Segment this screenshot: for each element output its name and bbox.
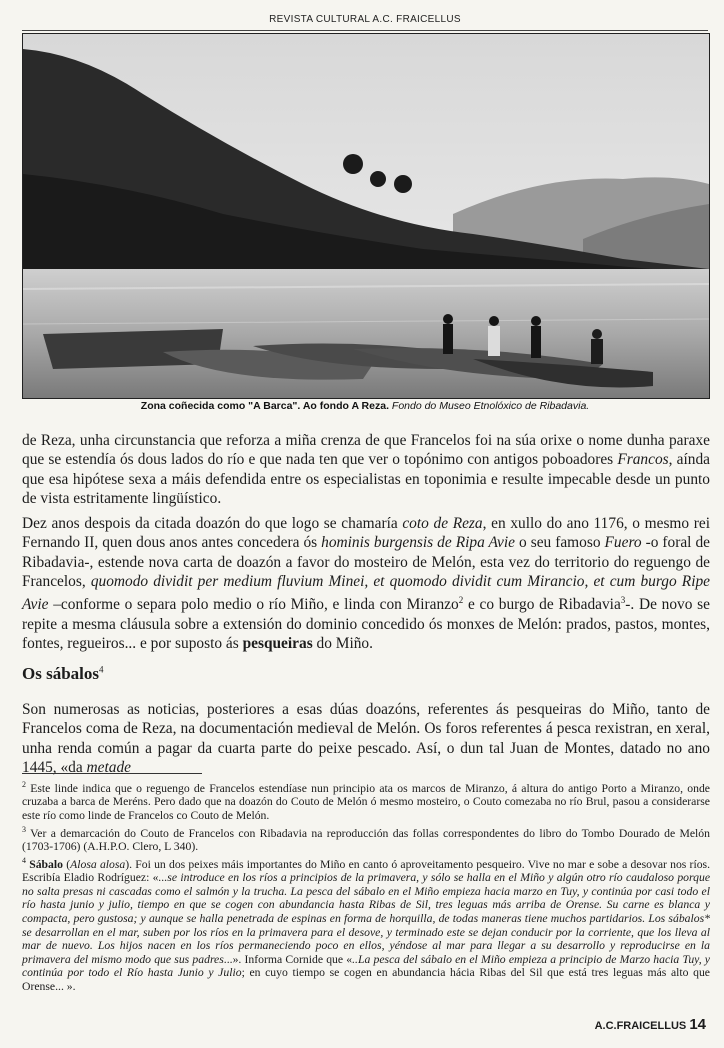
caption-title: Zona coñecida como "A Barca". Ao fondo A Reza. — [140, 400, 389, 412]
text-italic: coto de Reza — [402, 515, 483, 532]
text-bold: Sábalo — [26, 857, 63, 871]
section-title: Os sábalos — [22, 664, 99, 683]
footnote-4 — [22, 854, 710, 994]
text: ... ». — [55, 979, 76, 993]
text-italic: quomodo dividit per medium fluvium Minei, et quomodo dividit cum Mirancio, et cum burgo Ripe Avie — [22, 572, 710, 614]
text: -o foral de Ribadavia-, estende nova carta de doazón a favor do mosteiro de Melón, esta vez do territorio do reguengo de Francelos, — [22, 534, 710, 590]
text: –conforme o separa polo medio o río Miño, e linda con Miranzo — [48, 596, 459, 614]
text: ). Foi un dos peixes máis importantes do Miño en canto ó aproveitamento pesqueiro. Vive no mar e sobe a desovar nos ríos. Escribía Eladio Rodríguez: « — [22, 857, 711, 885]
river-boats-photo — [22, 33, 710, 399]
footnote-number: 4 — [22, 855, 26, 865]
text: ...». Informa Cornide que « — [223, 952, 353, 966]
paragraph-3 — [22, 700, 710, 777]
text: ; en cuyo tiempo se cogen en abundancia hácia Ribas del Sil que está tres leguas más alto que Orense — [22, 966, 710, 993]
footnotes — [22, 778, 710, 994]
text: , en xullo do ano 1176, o mesmo rei Fernando II, quen dous anos antes concedera ós — [22, 515, 710, 552]
text: e co burgo de Ribadavia — [463, 596, 621, 614]
text: Dez anos despois da citada doazón do que logo se chamaría — [22, 515, 403, 532]
footnote-ref: 4 — [99, 664, 104, 675]
footnote-ref: 2 — [458, 595, 464, 606]
footnote-number: 3 — [22, 824, 26, 834]
paragraph-2 — [22, 514, 710, 653]
text: o seu famoso — [515, 534, 605, 552]
text-bold: pesqueiras — [242, 634, 313, 652]
page-number: 14 — [689, 1016, 706, 1033]
text: , aínda que esa hipótese sexa a máis defendida entre os especialistas en toponimia e resulte impecable desde un punto de vista estritamente lingüístico. — [22, 451, 710, 507]
paragraph-1 — [22, 431, 710, 508]
text-italic: Alosa alosa — [70, 857, 126, 871]
text: -. De novo se repite a mesma cláusula sobre a extensión do dominio concedido ós monxes de Melón: prados, pastos, montes, fontes, regueiros... e por suposto ás — [22, 596, 710, 652]
text-italic: ..La pesca del sábalo en el Miño empieza a principio de Marzo hacia Tuy, y continúa por todo el Río hasta Junio y Julio — [22, 952, 710, 980]
running-header: REVISTA CULTURAL A.C. FRAICELLUS — [22, 14, 708, 31]
text-italic: hominis burgensis de Ripa Avie — [321, 534, 515, 552]
footnote-2 — [22, 778, 710, 823]
text-italic: Francos — [617, 451, 669, 469]
footnote-ref: 3 — [620, 595, 626, 606]
text: ( — [63, 857, 71, 871]
footnote-3 — [22, 823, 710, 854]
caption-source: Fondo do Museo Etnolóxico de Ribadavia. — [391, 400, 590, 412]
text: do Miño. — [312, 634, 373, 652]
text: Este linde indica que o reguengo de Francelos estendíase nun principio ata os marcos de Miranzo, á altura do antigo Porto a Miranzo, onde cruzaba a barca de Meréns. Pero dado que na doazón do Couto de Melón ó mesmo mosteiro, o Couto comezaba no río Brul, pasou a considerarse este río como linde de Francelos co Couto de Melón. — [22, 781, 710, 823]
text: de Reza, unha circunstancia que reforza a miña crenza de que Francelos foi na súa orixe o nome dunha paraxe que se estendía ós dous lados do río e que nada ten que ver o topónimo con antigos poboadores — [22, 432, 710, 469]
text: Son numerosas as noticias, posteriores a esas dúas doazóns, referentes ás pesqueiras do Miño, tanto de Francelos coma de Reza, na documentación medieval de Melón. Os foros referentes á pesca rexistran, en xeral, unha renda común a pagar da cuarta parte do peixe pescado. Así, o dun tal Juan de Montes, datado no ano 1445, «da — [22, 701, 710, 776]
text: Ver a demarcación do Couto de Francelos con Ribadavia na reproducción das follas correspondentes do libro do Tombo Dourado de Melón (1703-1706) (A.H.P.O. Clero, L 340). — [22, 826, 710, 854]
text-italic: Fuero — [604, 534, 642, 552]
footnote-divider — [22, 773, 202, 774]
footer-label: A.C.FRAICELLUS — [594, 1020, 687, 1032]
text-italic: metade — [86, 758, 131, 776]
section-heading — [22, 664, 104, 684]
photo-caption — [22, 400, 708, 412]
page-footer — [595, 1016, 706, 1033]
text-italic: ...se introduce en los ríos a principios de la primavera, y sólo se halla en el Miño y algún otro río caudaloso porque no salta presas ni cascadas como el salmón y la trucha. La pesca del sábalo en el Miño empieza hacia marzo en Tuy, y continúa por casi todo el río hasta junio y julio, tiempo en que se cogen con abundancia hasta Ribas de Sil, tres leguas más arriba de Orense. Su carne es blanca y compacta, pero gustosa; y aunque se halla penetrada de espinas en forma de horquilla, de todas maneras tiene muchos partidarios. Los sábalos* se desarrollan en el mar, suben por los ríos en la primavera para el desove, y terminado este se dejan conducir por la corriente, que los lleva al mar de nuevo. Los hijos nacen en los ríos permaneciendo poco en ellos, yéndose al mar para llegar a su desarrollo y reproducirse en la primavera del mismo modo que sus padres — [22, 871, 711, 966]
footnote-number: 2 — [22, 780, 26, 789]
